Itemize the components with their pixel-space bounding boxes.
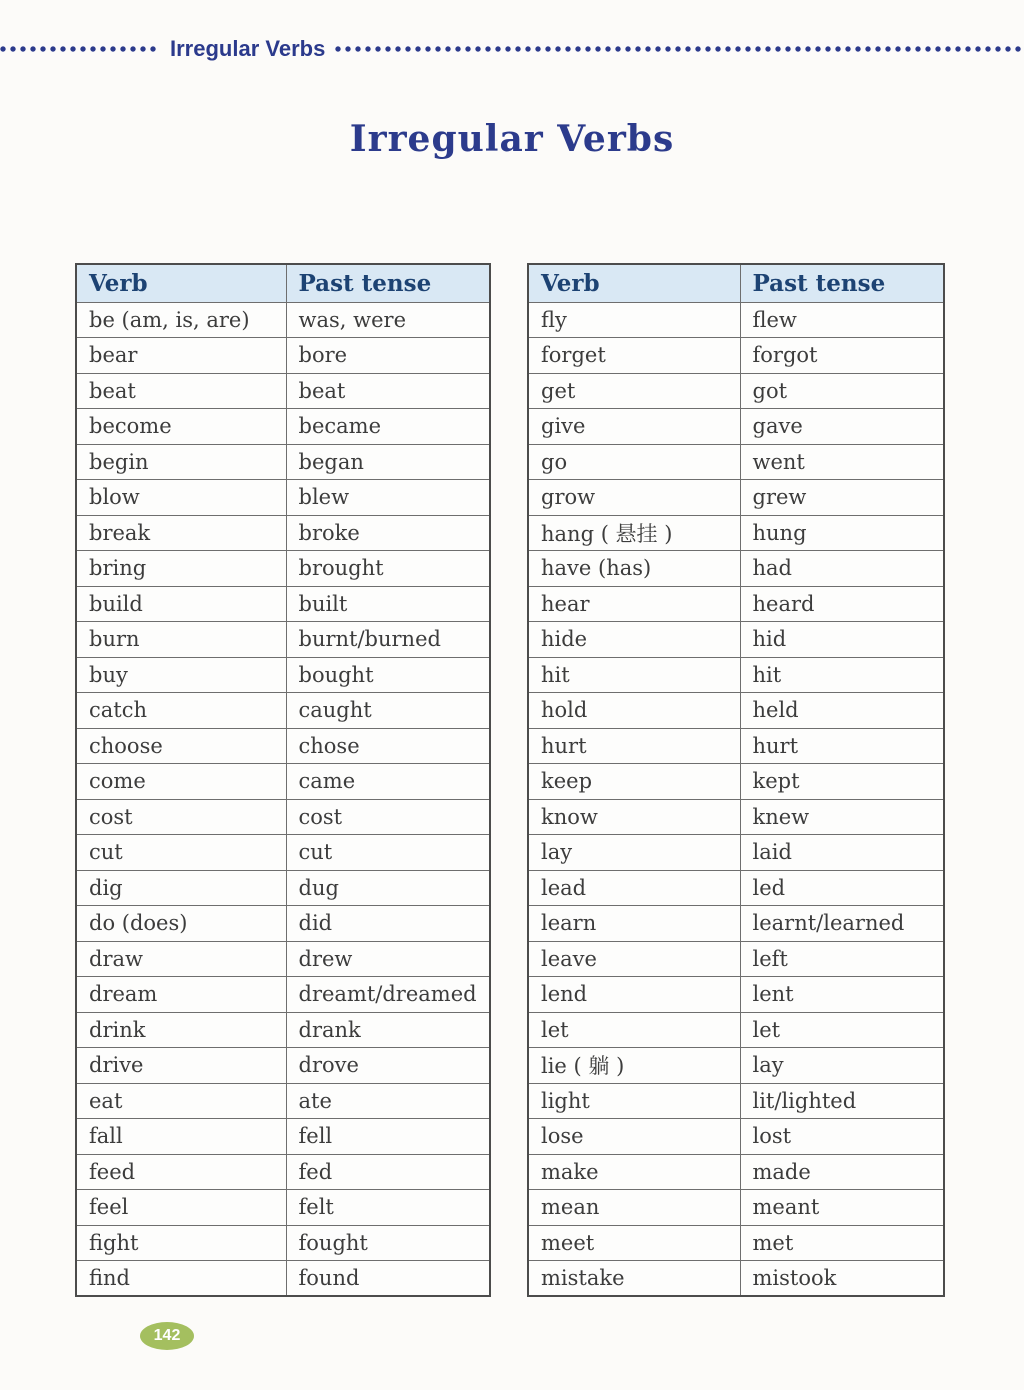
verbs-table-right	[527, 263, 945, 1297]
verb-cell: know	[528, 799, 740, 835]
verb-cell: burn	[76, 622, 286, 658]
past-tense-cell: hung	[740, 515, 944, 551]
table-row	[76, 444, 490, 480]
past-tense-cell: drank	[286, 1012, 490, 1048]
table-row	[76, 551, 490, 587]
table-row	[528, 693, 944, 729]
verb-cell: cut	[76, 835, 286, 871]
past-tense-cell: let	[740, 1012, 944, 1048]
verb-cell: grow	[528, 480, 740, 516]
table-row	[76, 1190, 490, 1226]
table-row	[528, 977, 944, 1013]
table-row	[528, 728, 944, 764]
verb-cell: mistake	[528, 1261, 740, 1297]
past-tense-cell: caught	[286, 693, 490, 729]
table-row	[76, 515, 490, 551]
past-tense-cell: drove	[286, 1048, 490, 1084]
table-row	[76, 302, 490, 338]
verb-column-header: Verb	[528, 264, 740, 302]
verb-cell: fall	[76, 1119, 286, 1155]
table-row	[76, 1048, 490, 1084]
past-tense-cell: fed	[286, 1154, 490, 1190]
dotted-line-left	[0, 46, 158, 52]
past-tense-cell: lit/lighted	[740, 1083, 944, 1119]
past-tense-cell: drew	[286, 941, 490, 977]
table-row	[528, 1154, 944, 1190]
verb-cell: draw	[76, 941, 286, 977]
past-tense-cell: felt	[286, 1190, 490, 1226]
dotted-line-right	[335, 46, 1024, 52]
past-tense-cell: began	[286, 444, 490, 480]
verb-cell: hang ( 悬挂 )	[528, 515, 740, 551]
page-title: Irregular Verbs	[349, 118, 675, 160]
verb-cell: dream	[76, 977, 286, 1013]
table-row	[76, 586, 490, 622]
past-tense-cell: led	[740, 870, 944, 906]
table-row	[76, 1154, 490, 1190]
verb-cell: leave	[528, 941, 740, 977]
table-row	[528, 302, 944, 338]
table-row	[528, 941, 944, 977]
table-row	[528, 444, 944, 480]
past-tense-cell: burnt/burned	[286, 622, 490, 658]
table-row	[528, 1261, 944, 1297]
verb-cell: begin	[76, 444, 286, 480]
past-tense-cell: kept	[740, 764, 944, 800]
past-tense-cell: left	[740, 941, 944, 977]
verbs-table-left	[75, 263, 491, 1297]
table-row	[528, 1119, 944, 1155]
table-row	[528, 1190, 944, 1226]
top-dotted-rule	[0, 36, 1024, 62]
table-row	[76, 906, 490, 942]
past-tense-cell: hurt	[740, 728, 944, 764]
table-row	[528, 409, 944, 445]
table-row	[76, 1119, 490, 1155]
past-tense-cell: lay	[740, 1048, 944, 1084]
table-row	[528, 515, 944, 551]
verb-cell: break	[76, 515, 286, 551]
past-tense-cell: became	[286, 409, 490, 445]
past-tense-cell: gave	[740, 409, 944, 445]
table-row	[76, 373, 490, 409]
past-tense-cell: was, were	[286, 302, 490, 338]
verb-column-header: Verb	[76, 264, 286, 302]
past-tense-cell: cost	[286, 799, 490, 835]
past-tense-cell: learnt/learned	[740, 906, 944, 942]
verb-cell: do (does)	[76, 906, 286, 942]
verb-cell: bear	[76, 338, 286, 374]
verb-cell: mean	[528, 1190, 740, 1226]
past-tense-cell: hid	[740, 622, 944, 658]
past-tense-cell: got	[740, 373, 944, 409]
verb-cell: keep	[528, 764, 740, 800]
past-tense-cell: brought	[286, 551, 490, 587]
past-tense-cell: ate	[286, 1083, 490, 1119]
table-row	[76, 622, 490, 658]
table-row	[76, 977, 490, 1013]
table-row	[528, 373, 944, 409]
verb-cell: hear	[528, 586, 740, 622]
past-tense-cell: built	[286, 586, 490, 622]
verb-cell: fight	[76, 1225, 286, 1261]
table-row	[528, 657, 944, 693]
past-tense-cell: beat	[286, 373, 490, 409]
table-row	[76, 728, 490, 764]
verb-cell: drink	[76, 1012, 286, 1048]
table-row	[76, 657, 490, 693]
verb-cell: cost	[76, 799, 286, 835]
verb-cell: fly	[528, 302, 740, 338]
verb-cell: light	[528, 1083, 740, 1119]
verb-cell: lose	[528, 1119, 740, 1155]
table-row	[76, 1083, 490, 1119]
verb-cell: eat	[76, 1083, 286, 1119]
past-tense-cell: dug	[286, 870, 490, 906]
table-row	[528, 622, 944, 658]
verb-cell: catch	[76, 693, 286, 729]
header-label: Irregular Verbs	[170, 36, 326, 61]
table-header-row	[76, 264, 490, 302]
table-row	[76, 764, 490, 800]
past-tense-cell: forgot	[740, 338, 944, 374]
past-tense-cell: grew	[740, 480, 944, 516]
past-tense-cell: meant	[740, 1190, 944, 1226]
verb-cell: get	[528, 373, 740, 409]
past-tense-cell: lost	[740, 1119, 944, 1155]
table-row	[76, 693, 490, 729]
table-row	[76, 870, 490, 906]
verb-tables-container	[75, 263, 945, 1297]
verb-cell: blow	[76, 480, 286, 516]
past-tense-cell: mistook	[740, 1261, 944, 1297]
table-row	[528, 338, 944, 374]
verb-cell: lend	[528, 977, 740, 1013]
table-row	[528, 799, 944, 835]
past-tense-cell: did	[286, 906, 490, 942]
past-tense-cell: fell	[286, 1119, 490, 1155]
past-tense-cell: flew	[740, 302, 944, 338]
past-tense-cell: broke	[286, 515, 490, 551]
verb-cell: have (has)	[528, 551, 740, 587]
verb-cell: lay	[528, 835, 740, 871]
table-row	[76, 835, 490, 871]
past-tense-cell: came	[286, 764, 490, 800]
past-tense-cell: blew	[286, 480, 490, 516]
verb-cell: dig	[76, 870, 286, 906]
past-tense-cell: knew	[740, 799, 944, 835]
verb-cell: lie ( 躺 )	[528, 1048, 740, 1084]
table-row	[528, 586, 944, 622]
verb-cell: build	[76, 586, 286, 622]
verb-cell: forget	[528, 338, 740, 374]
table-row	[76, 1225, 490, 1261]
verb-cell: hide	[528, 622, 740, 658]
table-row	[76, 338, 490, 374]
table-row	[528, 480, 944, 516]
verb-cell: feed	[76, 1154, 286, 1190]
verb-cell: make	[528, 1154, 740, 1190]
past-tense-cell: chose	[286, 728, 490, 764]
table-row	[76, 480, 490, 516]
past-tense-cell: heard	[740, 586, 944, 622]
table-row	[528, 551, 944, 587]
past-tense-cell: bought	[286, 657, 490, 693]
table-row	[528, 1048, 944, 1084]
verb-cell: lead	[528, 870, 740, 906]
verb-cell: drive	[76, 1048, 286, 1084]
table-row	[528, 1083, 944, 1119]
verb-cell: be (am, is, are)	[76, 302, 286, 338]
table-row	[76, 1012, 490, 1048]
table-row	[528, 835, 944, 871]
table-row	[76, 799, 490, 835]
table-header-row	[528, 264, 944, 302]
verb-cell: give	[528, 409, 740, 445]
verb-cell: let	[528, 1012, 740, 1048]
verb-cell: become	[76, 409, 286, 445]
past-tense-cell: fought	[286, 1225, 490, 1261]
past-tense-cell: made	[740, 1154, 944, 1190]
verb-cell: hit	[528, 657, 740, 693]
past-tense-cell: met	[740, 1225, 944, 1261]
past-tense-cell: cut	[286, 835, 490, 871]
verb-cell: learn	[528, 906, 740, 942]
verb-cell: buy	[76, 657, 286, 693]
past-tense-cell: dreamt/dreamed	[286, 977, 490, 1013]
verb-cell: hold	[528, 693, 740, 729]
past-tense-cell: bore	[286, 338, 490, 374]
verb-cell: go	[528, 444, 740, 480]
page-number-badge: 142	[140, 1322, 194, 1350]
verb-cell: meet	[528, 1225, 740, 1261]
verb-cell: bring	[76, 551, 286, 587]
verb-cell: come	[76, 764, 286, 800]
verb-cell: feel	[76, 1190, 286, 1226]
past-tense-cell: found	[286, 1261, 490, 1297]
table-row	[76, 1261, 490, 1297]
table-row	[528, 870, 944, 906]
verb-cell: hurt	[528, 728, 740, 764]
past-tense-cell: held	[740, 693, 944, 729]
verb-cell: beat	[76, 373, 286, 409]
table-row	[528, 906, 944, 942]
past-tense-cell: hit	[740, 657, 944, 693]
past-tense-column-header: Past tense	[740, 264, 944, 302]
verb-cell: choose	[76, 728, 286, 764]
table-row	[528, 764, 944, 800]
past-tense-cell: laid	[740, 835, 944, 871]
past-tense-column-header: Past tense	[286, 264, 490, 302]
table-row	[76, 409, 490, 445]
past-tense-cell: went	[740, 444, 944, 480]
verb-cell: find	[76, 1261, 286, 1297]
table-row	[528, 1012, 944, 1048]
past-tense-cell: had	[740, 551, 944, 587]
past-tense-cell: lent	[740, 977, 944, 1013]
table-row	[76, 941, 490, 977]
table-row	[528, 1225, 944, 1261]
